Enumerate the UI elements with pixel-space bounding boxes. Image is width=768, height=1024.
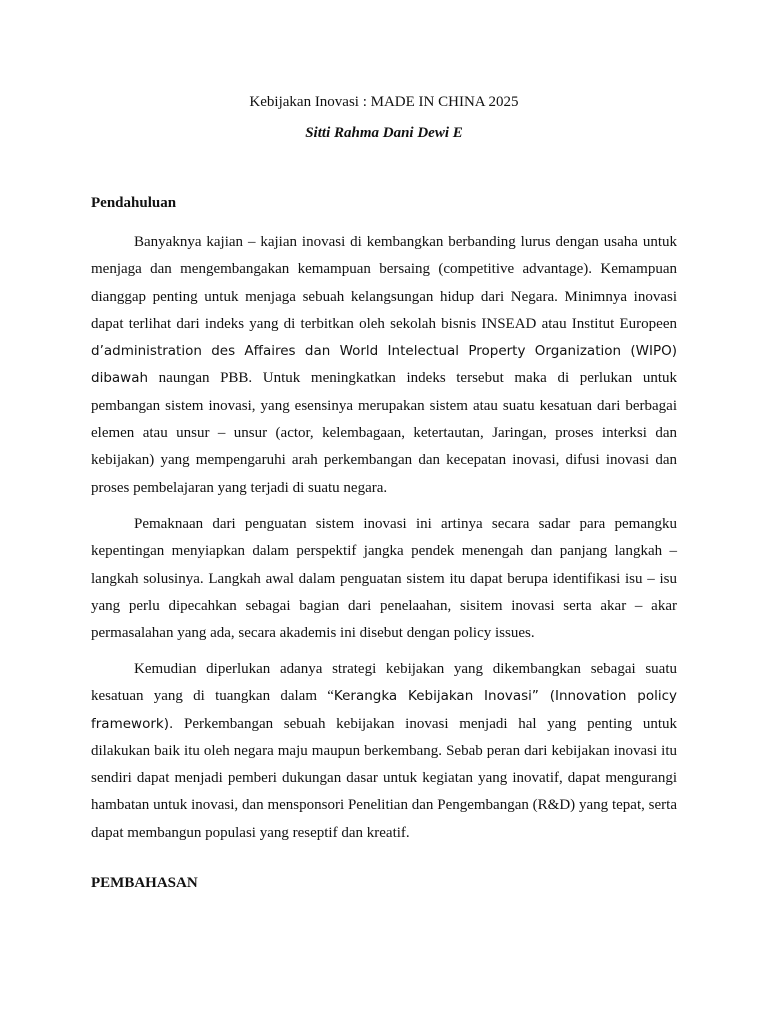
paragraph-1	[91, 229, 677, 502]
paragraph-3	[91, 656, 677, 847]
document-author: Sitti Rahma Dani Dewi E	[305, 125, 463, 141]
document-title: Kebijakan Inovasi : MADE IN CHINA 2025	[249, 94, 519, 110]
paragraph-3-text-c: Perkembangan sebuah kebijakan inovasi menjadi hal yang penting untuk dilakukan baik itu oleh negara maju maupun berkembang. Sebab peran dari kebijakan inovasi itu sendiri dapat menjadi pemberi dukungan dasar untuk kegiatan yang inovatif, dapat mengurangi hambatan untuk inovasi, dan mensponsori Penelitian dan Pengembangan (R&D) yang tepat, serta dapat membangun populasi yang reseptif dan kreatif.	[91, 715, 677, 841]
paragraph-1-text-a: Banyaknya kajian – kajian inovasi di kembangkan berbanding lurus dengan usaha untuk menjaga dan mengembangakan kemampuan bersaing (competitive advantage). Kemampuan dianggap penting untuk menjaga sebuah kelangsungan hidup dari Negara. Minimnya inovasi dapat terlihat dari indeks yang di terbitkan oleh sekolah bisnis INSEAD atau Institut Europeen	[91, 234, 677, 332]
paragraph-3-text-b: Kerangka Kebijakan Inovasi” (Innovation policy framework).	[91, 688, 677, 732]
section-heading-pendahuluan: Pendahuluan	[91, 195, 177, 211]
paragraph-3-text-a: Kemudian diperlukan adanya strategi kebijakan yang dikembangkan sebagai suatu kesatuan yang di tuangkan dalam “	[91, 661, 677, 705]
paragraph-1-text-c: naungan PBB. Untuk meningkatkan indeks tersebut maka di perlukan untuk pembangan sistem inovasi, yang esensinya merupakan sistem atau suatu kesatuan dari berbagai elemen atau unsur – unsur (actor, kelembagaan, ketertautan, Jaringan, proses interksi dan kebijakan) yang mempengaruhi arah perkembangan dan kecepatan inovasi, difusi inovasi dan proses pembelajaran yang terjadi di suatu negara.	[91, 370, 677, 496]
section-heading-pembahasan: PEMBAHASAN	[91, 875, 198, 891]
paragraph-2: Pemaknaan dari penguatan sistem inovasi ini artinya secara sadar para pemangku kepentingan menyiapkan dalam perspektif jangka pendek menengah dan panjang langkah – langkah solusinya. Langkah awal dalam penguatan sistem itu dapat berupa identifikasi isu – isu yang perlu dipecahkan sebagai bagian dari penelaahan, sisitem inovasi serta akar – akar permasalahan yang ada, secara akademis ini disebut dengan policy issues.	[91, 516, 677, 642]
paragraph-1-text-b: d’administration des Affaires dan World Intelectual Property Organization (WIPO) dibawah	[91, 343, 677, 387]
